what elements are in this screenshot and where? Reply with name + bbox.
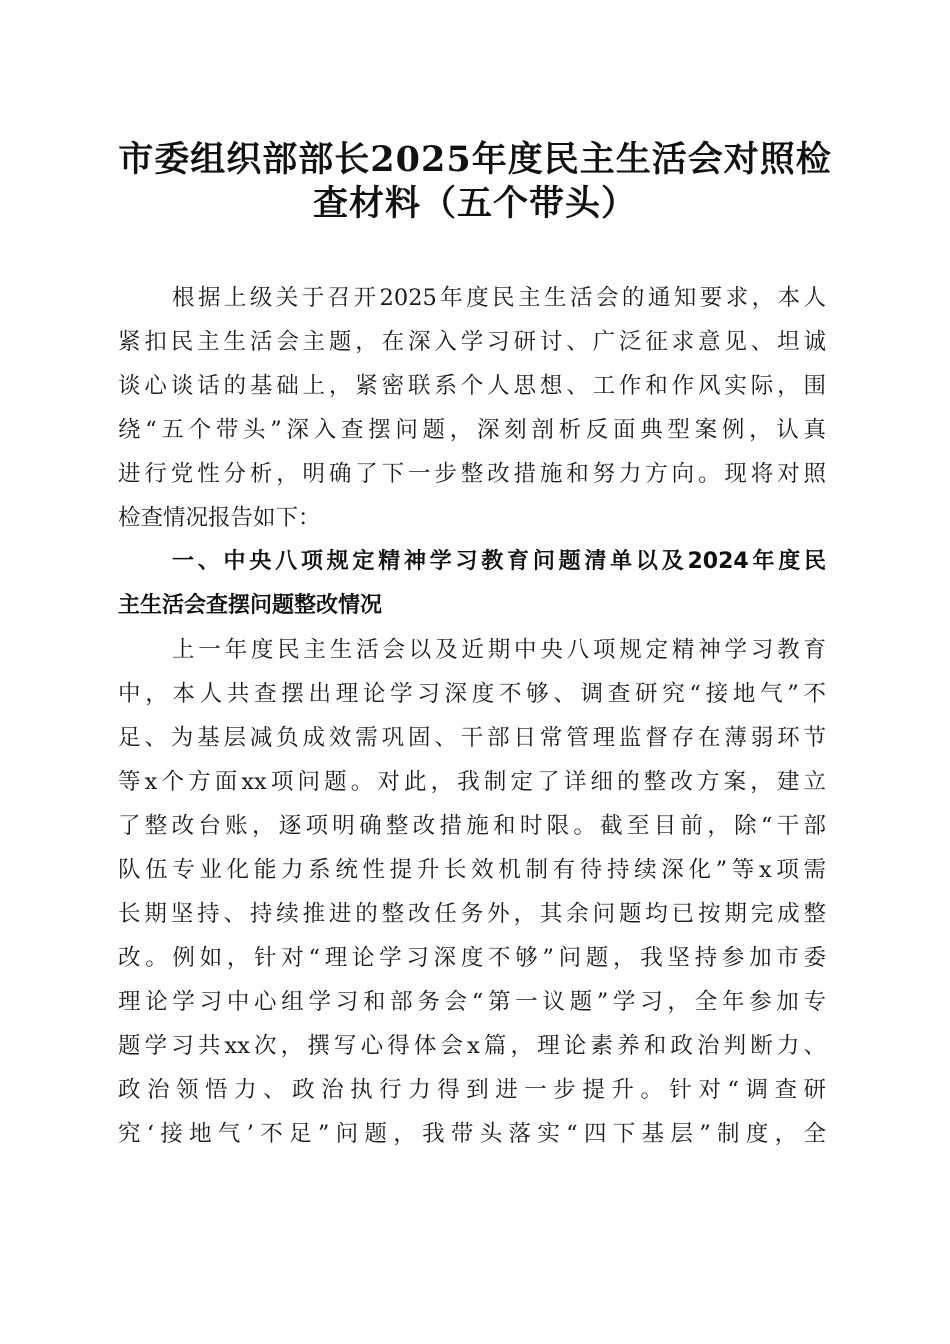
- title-line: 市委组织部部长2025年度民主生活会对照检: [118, 139, 832, 180]
- paragraph-line: 政治领悟力、政治执行力得到进一步提升。针对“调查研: [118, 1077, 826, 1103]
- intro-paragraph: [118, 276, 826, 540]
- paragraph-line: 究‘接地气’不足”问题，我带头落实“四下基层”制度，全: [118, 1121, 826, 1147]
- paragraph-line: 绕“五个带头”深入查摆问题，深刻剖析反面典型案例，认真: [118, 417, 826, 443]
- paragraph-line: 根据上级关于召开2025年度民主生活会的通知要求，本人: [172, 285, 826, 311]
- paragraph-line: 理论学习中心组学习和部务会“第一议题”学习，全年参加专: [118, 989, 826, 1015]
- document-title: [110, 138, 840, 226]
- paragraph-line: 上一年度民主生活会以及近期中央八项规定精神学习教育: [172, 637, 826, 663]
- paragraph-line: 了整改台账，逐项明确整改措施和时限。截至目前，除“干部: [118, 813, 826, 839]
- paragraph-line: 队伍专业化能力系统性提升长效机制有待持续深化”等x项需: [118, 857, 826, 883]
- heading-line: 主生活会查摆问题整改情况: [118, 593, 383, 618]
- section-1-heading: [118, 540, 826, 628]
- paragraph-line: 题学习共xx次，撰写心得体会x篇，理论素养和政治判断力、: [118, 1033, 826, 1059]
- paragraph-line: 长期坚持、持续推进的整改任务外，其余问题均已按期完成整: [118, 901, 826, 927]
- title-line: 查材料（五个带头）: [312, 183, 637, 224]
- paragraph-line: 谈心谈话的基础上，紧密联系个人思想、工作和作风实际，围: [118, 373, 826, 399]
- paragraph-line: 检查情况报告如下：: [118, 505, 321, 531]
- paragraph-line: 进行党性分析，明确了下一步整改措施和努力方向。现将对照: [118, 461, 826, 487]
- paragraph-line: 紧扣民主生活会主题，在深入学习研讨、广泛征求意见、坦诚: [118, 329, 826, 355]
- paragraph-line: 中，本人共查摆出理论学习深度不够、调查研究“接地气”不: [118, 681, 826, 707]
- paragraph-line: 等x个方面xx项问题。对此，我制定了详细的整改方案，建立: [118, 769, 826, 795]
- heading-line: 一、中央八项规定精神学习教育问题清单以及2024年度民: [172, 549, 826, 574]
- section-1-paragraph: [118, 628, 826, 1156]
- paragraph-line: 足、为基层减负成效需巩固、干部日常管理监督存在薄弱环节: [118, 725, 826, 751]
- paragraph-line: 改。例如，针对“理论学习深度不够”问题，我坚持参加市委: [118, 945, 826, 971]
